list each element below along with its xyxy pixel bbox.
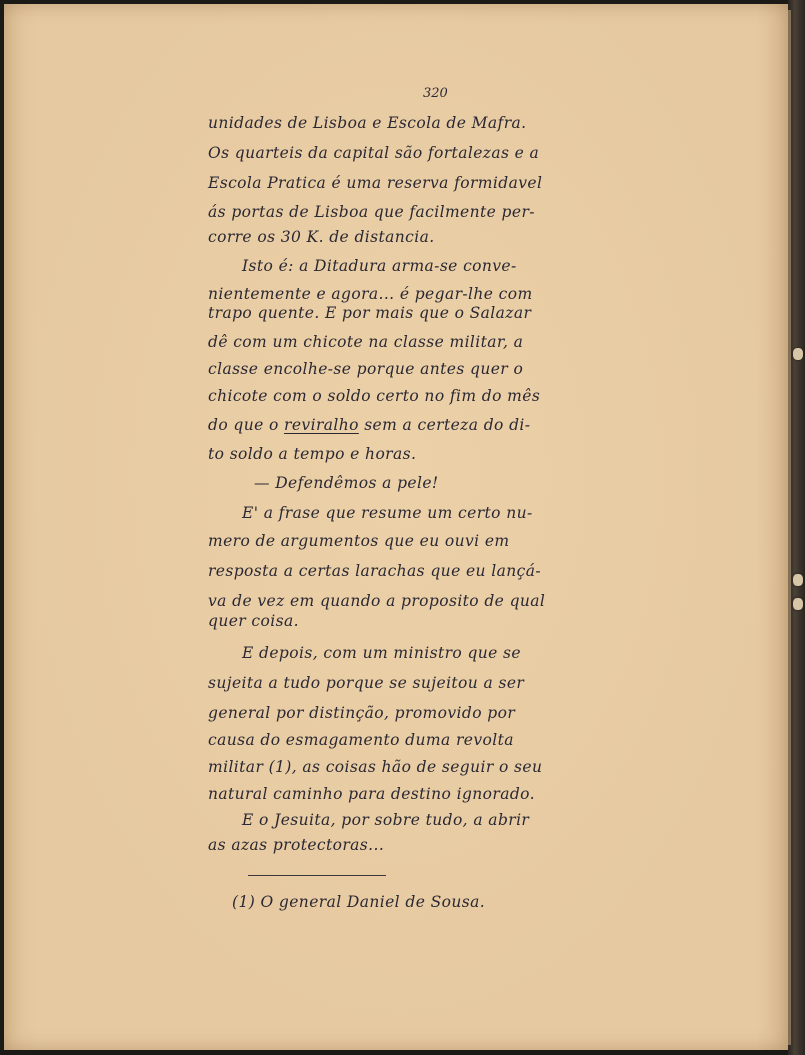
- text-line: nientemente e agora... é pegar-lhe com: [208, 285, 533, 303]
- text-line: ás portas de Lisboa que facilmente per-: [208, 203, 535, 221]
- binding-thread: [793, 574, 803, 586]
- underlined-word: reviralho: [284, 416, 359, 434]
- footnote-divider: [248, 875, 386, 876]
- page-stack-edge: [787, 10, 791, 1045]
- text-line: causa do esmagamento duma revolta: [208, 731, 514, 749]
- text-line: E o Jesuita, por sobre tudo, a abrir: [242, 811, 530, 829]
- text-line: corre os 30 K. de distancia.: [208, 228, 435, 246]
- text-line: Os quarteis da capital são fortalezas e a: [208, 144, 540, 162]
- text-line: as azas protectoras...: [208, 836, 385, 854]
- text-line: natural caminho para destino ignorado.: [208, 785, 535, 803]
- text-line: resposta a certas larachas que eu lançá-: [208, 562, 541, 580]
- footnote: (1) O general Daniel de Sousa.: [232, 893, 486, 911]
- text-line: va de vez em quando a proposito de qual: [208, 592, 546, 610]
- text-line: Isto é: a Ditadura arma-se conve-: [242, 257, 517, 275]
- text-line: Escola Pratica é uma reserva formidavel: [208, 174, 543, 192]
- page-number: 320: [423, 86, 448, 101]
- text-line: mero de argumentos que eu ouvi em: [208, 532, 510, 550]
- text-line: general por distinção, promovido por: [208, 704, 516, 722]
- text-line: classe encolhe-se porque antes quer o: [208, 360, 524, 378]
- text-line: sujeita a tudo porque se sujeitou a ser: [208, 674, 525, 692]
- text-line: do que o reviralho sem a certeza do di-: [208, 416, 531, 434]
- text-line: E' a frase que resume um certo nu-: [242, 504, 533, 522]
- text-line: militar (1), as coisas hão de seguir o seu: [208, 758, 543, 776]
- binding-thread: [793, 348, 803, 360]
- text-line: chicote com o soldo certo no fim do mês: [208, 387, 541, 405]
- text-line: unidades de Lisboa e Escola de Mafra.: [208, 114, 527, 132]
- text-line: E depois, com um ministro que se: [242, 644, 521, 662]
- text-line: quer coisa.: [208, 612, 299, 630]
- text-line: dê com um chicote na classe militar, a: [208, 333, 524, 351]
- text-line: to soldo a tempo e horas.: [208, 445, 417, 463]
- binding-thread: [793, 598, 803, 610]
- text-line: trapo quente. E por mais que o Salazar: [208, 304, 532, 322]
- text-line: — Defendêmos a pele!: [254, 474, 439, 492]
